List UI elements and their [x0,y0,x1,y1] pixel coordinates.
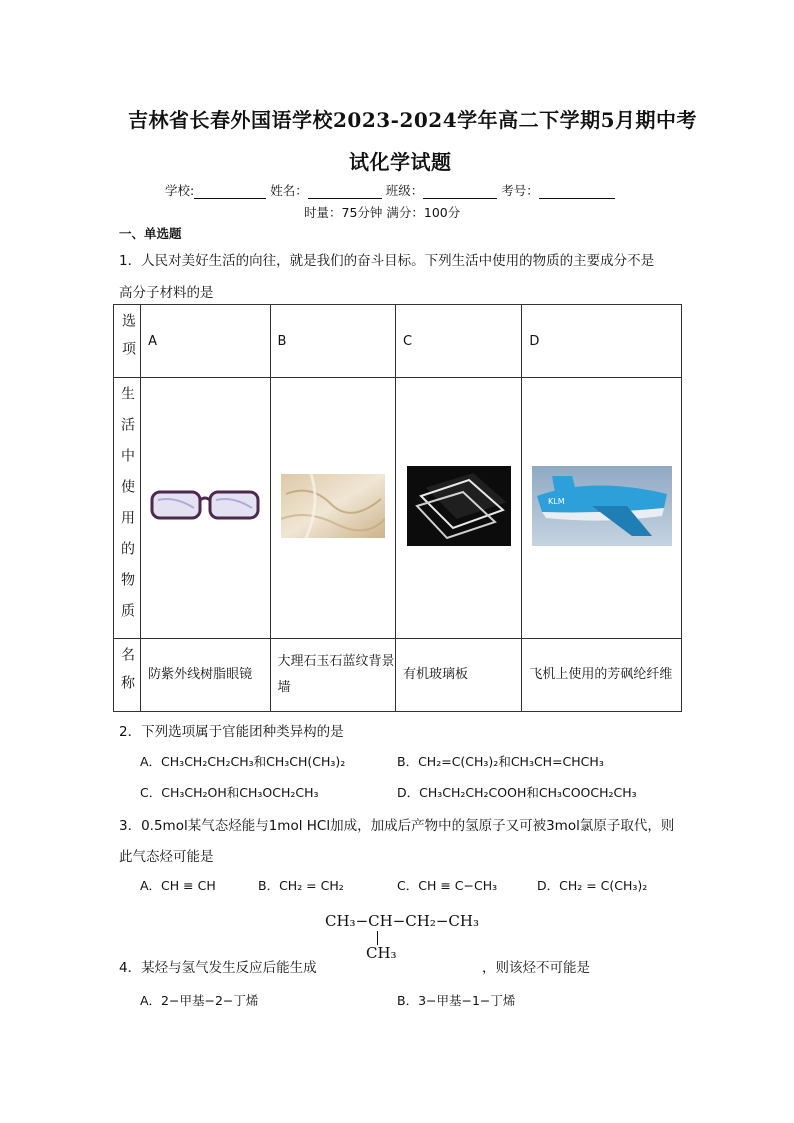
q2-option-a[interactable]: A．CH₃CH₂CH₂CH₃和CH₃CH(CH₃)₂ [140,754,346,769]
q3-text-line2: 此气态烃可能是 [119,849,214,865]
q4-option-b[interactable]: B．3−甲基−1−丁烯 [397,993,516,1008]
title-line1: 吉林省长春外国语学校2023-2024学年高二下学期5月期中考 [128,108,698,132]
option-b-label: B [270,305,395,378]
cell-airplane [522,378,682,639]
q3-option-c[interactable]: C．CH ≡ C−CH₃ [397,878,498,893]
table-row-options [114,305,682,378]
glasses-image [150,486,260,526]
q4-text-post: ，则该烃不可能是 [482,960,590,976]
q1-text-line2: 高分子材料的是 [119,285,214,301]
q3-text-line1: 3．0.5mol某气态烃能与1mol HCl加成，加成后产物中的氢原子又可被3mol氯原子取代，则 [119,818,675,834]
examno-field[interactable] [539,184,615,199]
q1-text-line1: 1．人民对美好生活的向往，就是我们的奋斗目标。下列生活中使用的物质的主要成分不是 [119,253,655,269]
name-field[interactable] [308,184,382,199]
school-field[interactable] [194,184,266,199]
title-line2: 试化学试题 [349,150,452,174]
structure-branch: CH₃ [366,944,397,962]
q3-option-b[interactable]: B．CH₂ = CH₂ [258,878,344,893]
cell-acrylic [395,378,521,639]
vertical-label: 名称 [119,647,136,703]
q2-option-d[interactable]: D．CH₃CH₂CH₂COOH和CH₃COOCH₂CH₃ [397,785,637,800]
class-field[interactable] [423,184,497,199]
header-cell-name [114,639,141,712]
table-row-names [114,639,682,712]
name-label: 姓名： [270,183,308,198]
q4-option-a[interactable]: A．2−甲基−2−丁烯 [140,993,259,1008]
name-a: 防紫外线树脂眼镜 [141,639,270,712]
time-score-info: 时量：75分钟 满分：100分 [304,205,461,220]
q4-text-pre: 4．某烃与氢气发生反应后能生成 [119,960,317,976]
option-c-label: C [395,305,521,378]
acrylic-sheets-image [407,466,511,546]
q3-option-a[interactable]: A．CH ≡ CH [140,878,216,893]
table-row-images [114,378,682,639]
name-b: 大理石玉石蓝纹背景墙 [270,639,395,712]
vertical-label: 选项 [120,313,136,369]
header-cell-option [114,305,141,378]
q2-option-c[interactable]: C．CH₃CH₂OH和CH₃OCH₂CH₃ [140,785,319,800]
airplane-image [532,466,672,546]
info-fields [165,181,615,199]
header-cell-items [114,378,141,639]
structure-bond-line [377,931,378,945]
section-heading: 一、单选题 [119,226,182,241]
option-a-label: A [141,305,270,378]
marble-wall-image [281,474,385,538]
class-label: 班级： [385,183,424,198]
option-d-label: D [522,305,682,378]
q1-options-table [113,304,682,712]
cell-marble [270,378,395,639]
name-d: 飞机上使用的芳砜纶纤维 [522,639,682,712]
airplane-logo: KLM [547,497,565,506]
examno-label: 考号： [501,183,539,198]
cell-glasses [141,378,270,639]
q3-option-d[interactable]: D．CH₂ = C(CH₃)₂ [537,878,648,893]
structure-main-chain: CH₃−CH−CH₂−CH₃ [325,912,479,930]
vertical-label: 生活中使用的物质 [119,386,136,634]
name-c: 有机玻璃板 [395,639,521,712]
school-label: 学校: [165,183,195,198]
q2-option-b[interactable]: B．CH₂=C(CH₃)₂和CH₃CH=CHCH₃ [397,754,604,769]
q2-text: 2．下列选项属于官能团种类异构的是 [119,724,344,740]
